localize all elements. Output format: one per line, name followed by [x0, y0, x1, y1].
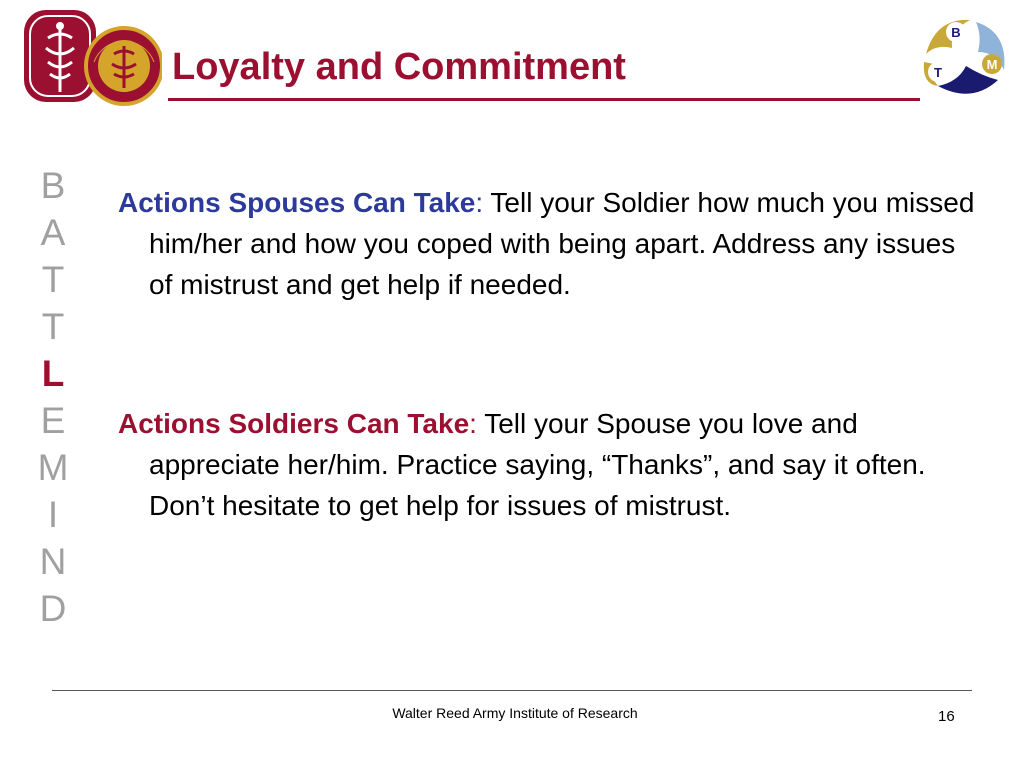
spouses-actions-label: Actions Spouses Can Take: [118, 187, 476, 218]
battlemind-letter: I: [47, 494, 59, 535]
btm-letter-m: M: [986, 57, 998, 72]
soldiers-actions-text: Tell your Spouse you love and appreciate her/him. Practice saying, “Thanks”, and say it often. Don’t hesitate to get help for issues of mistrust.: [149, 408, 926, 521]
spouses-actions-colon: :: [475, 187, 484, 218]
battlemind-letter: E: [40, 400, 66, 441]
battlemind-letter: T: [41, 306, 65, 347]
btm-letter-t: T: [934, 65, 942, 80]
walter-reed-seal-icon: [22, 8, 162, 108]
battlemind-letter: M: [37, 447, 69, 488]
title-underline: [168, 98, 920, 101]
btm-swirl-icon: [916, 14, 1012, 100]
header-logo-right: [916, 14, 1012, 100]
btm-letter-b: B: [951, 25, 961, 40]
battlemind-letter: N: [39, 541, 67, 582]
battlemind-letter-highlighted: L: [41, 353, 65, 394]
header-logos-left: [22, 8, 162, 108]
soldiers-actions-paragraph: [118, 403, 979, 526]
battlemind-letter: A: [40, 212, 66, 253]
battlemind-letter: T: [41, 259, 65, 300]
battlemind-sidebar: [28, 162, 78, 632]
footer-divider: [52, 690, 972, 691]
spouses-actions-paragraph: [118, 182, 979, 305]
page-number: 16: [938, 708, 955, 725]
soldiers-actions-colon: :: [469, 408, 477, 439]
footer-institution: Walter Reed Army Institute of Research: [392, 705, 638, 721]
battlemind-letter: B: [40, 165, 66, 206]
battlemind-letter: D: [39, 588, 67, 629]
page-title: Loyalty and Commitment: [172, 46, 626, 88]
spouses-actions-text: Tell your Soldier how much you missed him/her and how you coped with being apart. Address any issues of mistrust and get help if needed.: [149, 187, 975, 300]
soldiers-actions-label: Actions Soldiers Can Take: [118, 408, 470, 439]
